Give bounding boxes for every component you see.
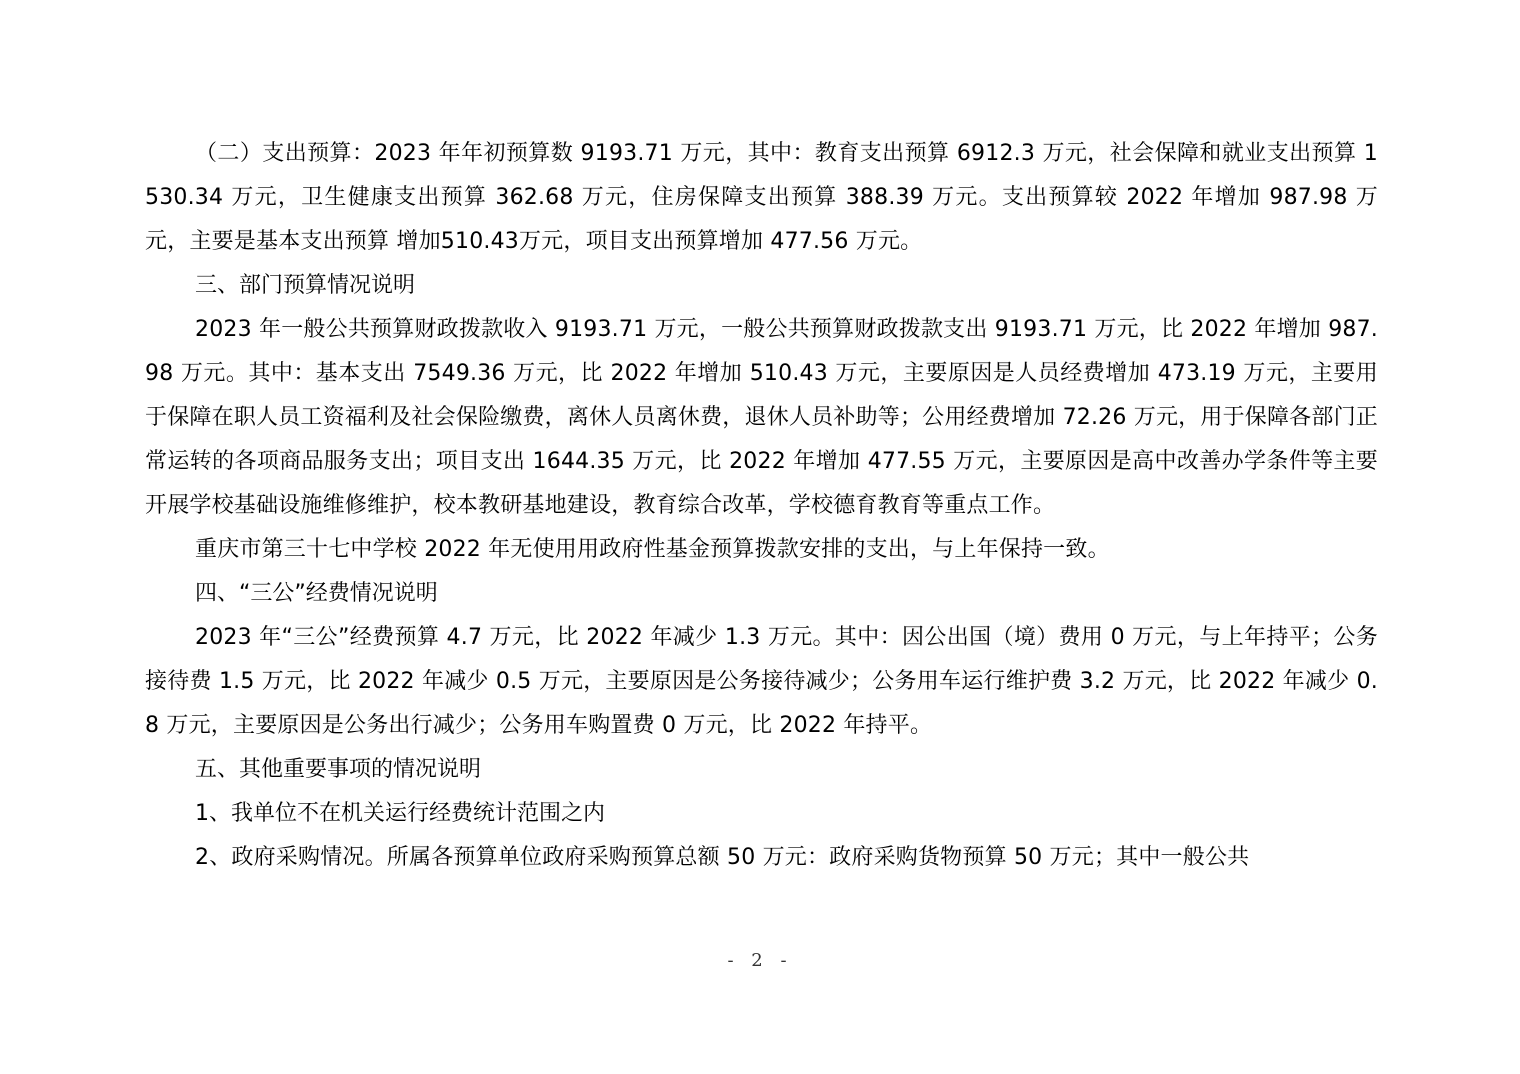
paragraph-three-public-expenses: 2023 年“三公”经费预算 4.7 万元，比 2022 年减少 1.3 万元。其中：因公出国（境）费用 0 万元，与上年持平；公务接待费 1.5 万元，比 2022 年减少 0.5 万元，主要原因是公务接待减少；公务用车运行维护费 3.2 万元，比 2022 年减少 0.8 万元，主要原因是公务出行减少；公务用车购置费 0 万元，比 2022 年持平。 — [145, 625, 1378, 738]
paragraph-expenditure-budget: （二）支出预算：2023 年年初预算数 9193.71 万元，其中：教育支出预算 6912.3 万元，社会保障和就业支出预算 1530.34 万元，卫生健康支出预算 362.68 万元，住房保障支出预算 388.39 万元。支出预算较 2022 年增加 987.98 万元，主要是基本支出预算 增加510.43万元，项目支出预算增加 477.56 万元。 — [145, 141, 1378, 254]
section-heading-other-matters: 五、其他重要事项的情况说明 — [195, 757, 482, 782]
paragraph-government-fund-budget: 重庆市第三十七中学校 2022 年无使用用政府性基金预算拨款安排的支出，与上年保持一致。 — [195, 537, 1110, 562]
list-item-government-procurement: 2、政府采购情况。所属各预算单位政府采购预算总额 50 万元：政府采购货物预算 50 万元；其中一般公共 — [195, 845, 1250, 870]
list-item-operating-expenses: 1、我单位不在机关运行经费统计范围之内 — [195, 801, 605, 826]
section-heading-department-budget: 三、部门预算情况说明 — [195, 273, 416, 298]
page-number: - 2 - — [727, 950, 793, 971]
paragraph-general-public-budget: 2023 年一般公共预算财政拨款收入 9193.71 万元，一般公共预算财政拨款支出 9193.71 万元，比 2022 年增加 987.98 万元。其中：基本支出 7549.36 万元，比 2022 年增加 510.43 万元，主要原因是人员经费增加 473.19 万元，主要用于保障在职人员工资福利及社会保险缴费，离休人员离休费，退休人员补助等；公用经费增加 72.26 万元，用于保障各部门正常运转的各项商品服务支出；项目支出 1644.35 万元，比 2022 年增加 477.55 万元，主要原因是高中改善办学条件等主要开展学校基础设施维修维护，校本教研基地建设，教育综合改革，学校德育教育等重点工作。 — [145, 317, 1378, 518]
section-heading-three-public-expenses: 四、“三公”经费情况说明 — [195, 581, 438, 606]
document-body — [145, 132, 1378, 880]
